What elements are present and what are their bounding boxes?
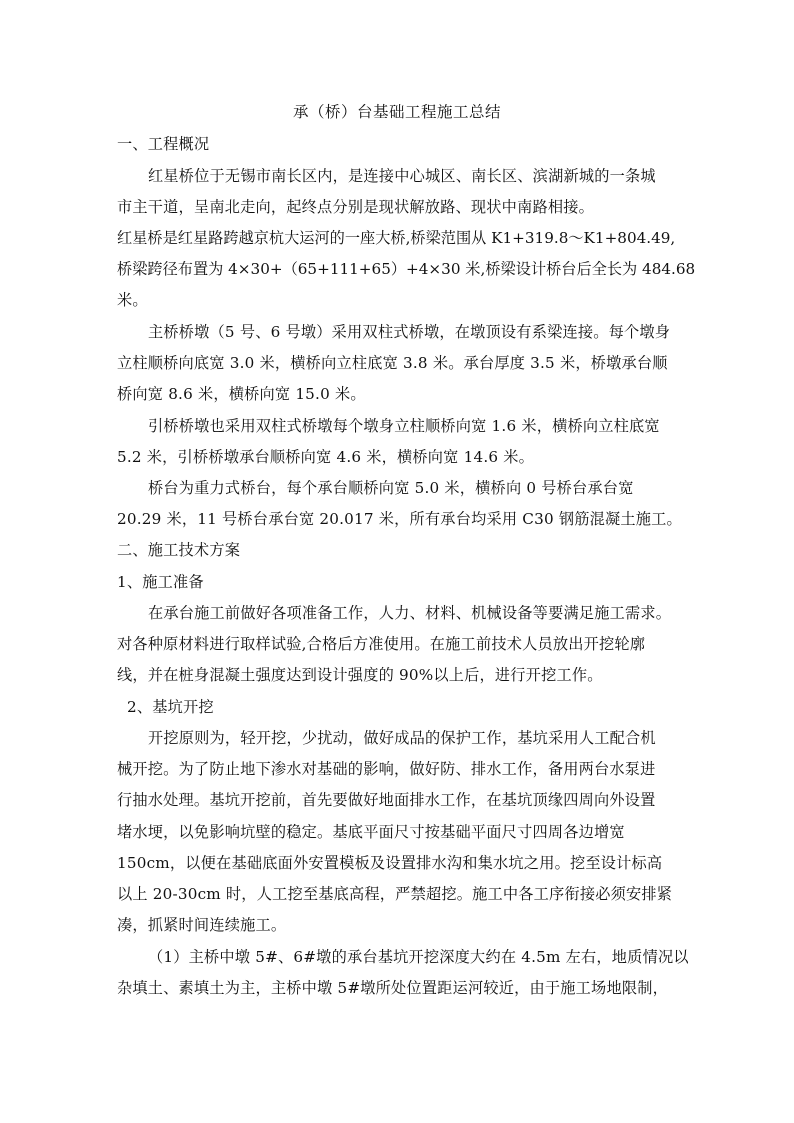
paragraph-line: 米。 <box>117 291 148 309</box>
section-heading-technical-plan: 二、施工技术方案 <box>117 541 241 559</box>
paragraph-line: 凑，抓紧时间连续施工。 <box>117 916 287 934</box>
paragraph-line: 市主干道，呈南北走向，起终点分别是现状解放路、现状中南路相接。 <box>117 198 595 216</box>
section-heading-overview: 一、工程概况 <box>117 135 210 153</box>
paragraph-line: 桥向宽 8.6 米，横桥向宽 15.0 米。 <box>117 385 366 403</box>
paragraph-line: 械开挖。为了防止地下渗水对基础的影响，做好防、排水工作，备用两台水泵进 <box>117 760 656 778</box>
paragraph-line: 开挖原则为，轻开挖，少扰动，做好成品的保护工作，基坑采用人工配合机 <box>148 729 656 747</box>
paragraph-line: 红星桥位于无锡市南长区内，是连接中心城区、南长区、滨湖新城的一条城 <box>148 167 656 185</box>
subsection-heading-excavation: 2、基坑开挖 <box>127 698 214 716</box>
paragraph-line: 杂填土、素填土为主，主桥中墩 5#墩所处位置距运河较近，由于施工场地限制， <box>117 979 668 997</box>
paragraph-line: 堵水埂，以免影响坑壁的稳定。基底平面尺寸按基础平面尺寸四周各边增宽 <box>117 823 625 841</box>
paragraph-line: 线，并在桩身混凝土强度达到设计强度的 90%以上后，进行开挖工作。 <box>117 666 603 684</box>
paragraph-line: 5.2 米，引桥桥墩承台顺桥向宽 4.6 米，横桥向宽 14.6 米。 <box>117 448 535 466</box>
subsection-heading-preparation: 1、施工准备 <box>117 573 204 591</box>
paragraph-line: （1）主桥中墩 5#、6#墩的承台基坑开挖深度大约在 4.5m 左右，地质情况以 <box>148 948 689 966</box>
paragraph-line: 20.29 米，11 号桥台承台宽 20.017 米，所有承台均采用 C30 钢筋混凝土施工。 <box>117 510 682 528</box>
paragraph-line: 主桥桥墩（5 号、6 号墩）采用双柱式桥墩，在墩顶设有系梁连接。每个墩身 <box>148 323 671 341</box>
paragraph-line: 对各种原材料进行取样试验,合格后方准使用。在施工前技术人员放出开挖轮廓 <box>117 635 646 653</box>
paragraph-line: 桥台为重力式桥台，每个承台顺桥向宽 5.0 米，横桥向 0 号桥台承台宽 <box>148 479 634 497</box>
paragraph-line: 红星桥是红星路跨越京杭大运河的一座大桥,桥梁范围从 K1+319.8～K1+804.49, <box>117 229 676 247</box>
paragraph-line: 150cm，以便在基础底面外安置模板及设置排水沟和集水坑之用。挖至设计标高 <box>117 854 663 872</box>
paragraph-line: 引桥桥墩也采用双柱式桥墩每个墩身立柱顺桥向宽 1.6 米，横桥向立柱底宽 <box>148 417 660 435</box>
paragraph-line: 在承台施工前做好各项准备工作，人力、材料、机械设备等要满足施工需求。 <box>148 604 672 622</box>
paragraph-line: 行抽水处理。基坑开挖前，首先要做好地面排水工作，在基坑顶缘四周向外设置 <box>117 791 656 809</box>
paragraph-line: 桥梁跨径布置为 4×30+（65+111+65）+4×30 米,桥梁设计桥台后全长为 484.68 <box>117 260 696 278</box>
page-title: 承（桥）台基础工程施工总结 <box>292 103 501 121</box>
paragraph-line: 立柱顺桥向底宽 3.0 米，横桥向立柱底宽 3.8 米。承台厚度 3.5 米，桥墩承台顺 <box>117 354 668 372</box>
paragraph-line: 以上 20-30cm 时，人工挖至基底高程，严禁超挖。施工中各工序衔接必须安排紧 <box>117 885 673 903</box>
